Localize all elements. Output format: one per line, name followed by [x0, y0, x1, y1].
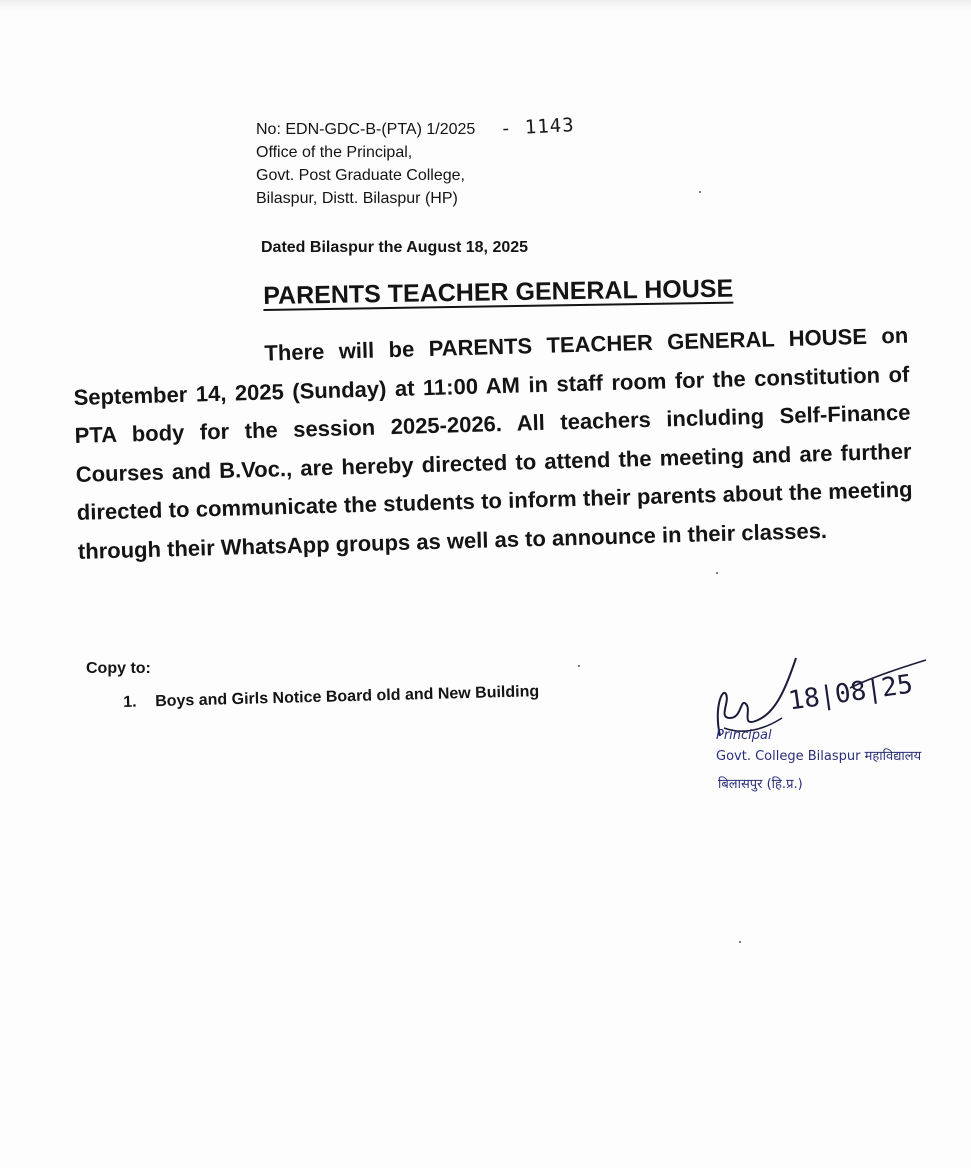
stamp-college-english: Govt. College Bilaspur [716, 749, 861, 764]
copy-to-label: Copy to: [86, 660, 151, 677]
letter-header [256, 114, 576, 210]
scan-edge-shadow [0, 0, 971, 10]
notice-body: There will be PARENTS TEACHER GENERAL HOUSE on September 14, 2025 (Sunday) at 11:00 AM in staff room for the constitution of PTA body for the session 2025-2026. All teachers including Self-Finance Courses and B.Voc., are hereby directed to attend the meeting and are further directed to communicate the students to inform their parents about the meeting through their WhatsApp groups as well as to announce in their classes. [73, 322, 913, 564]
copy-item-text: Boys and Girls Notice Board old and New Building [154, 683, 540, 711]
stamp-college [716, 746, 921, 764]
scan-speck [739, 941, 741, 943]
signature-stamp-block [700, 648, 970, 808]
college-line: Govt. Post Graduate College, [256, 167, 465, 184]
scan-speck [699, 191, 701, 193]
copy-item-number: 1. [123, 693, 137, 711]
handwritten-dispatch-number: - 1143 [499, 114, 576, 140]
stamp-district: बिलासपुर (हि.प्र.) [718, 777, 803, 792]
dated-line: Dated Bilaspur the August 18, 2025 [261, 239, 529, 256]
office-line: Office of the Principal, [256, 144, 413, 161]
notice-title: PARENTS TEACHER GENERAL HOUSE [263, 274, 734, 310]
stamp-college-hindi: महाविद्यालय [864, 749, 922, 764]
scan-speck [578, 665, 580, 667]
stamp-designation: Principal [716, 728, 772, 743]
scan-speck [716, 572, 718, 574]
reference-line [256, 114, 576, 141]
reference-number: No: EDN-GDC-B-(PTA) 1/2025 [256, 121, 476, 138]
location-line: Bilaspur, Distt. Bilaspur (HP) [256, 190, 458, 207]
signature-date: 18|08|25 [786, 669, 915, 717]
copy-to-item [123, 683, 539, 712]
